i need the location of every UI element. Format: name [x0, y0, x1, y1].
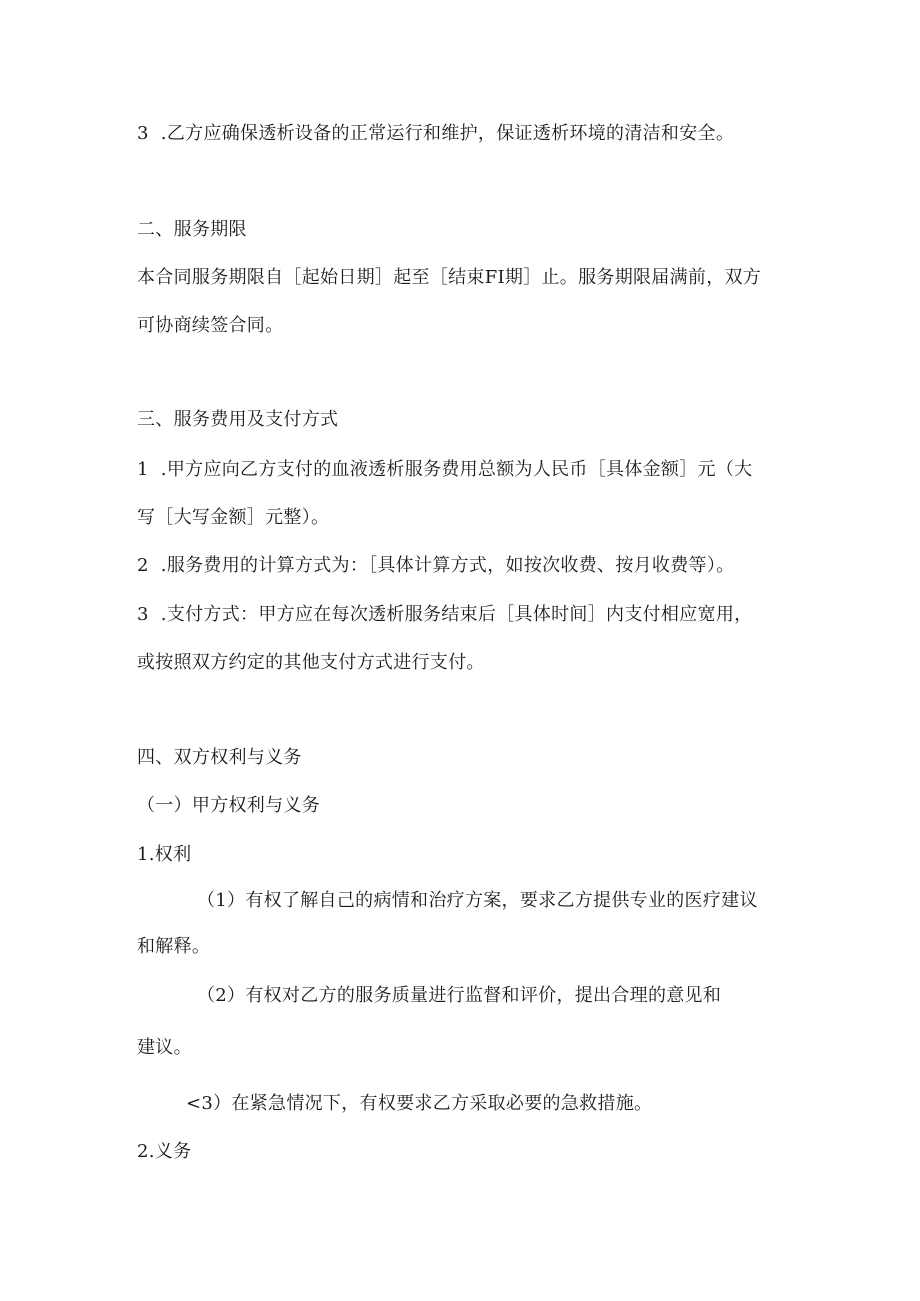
- paragraph-service-period-line-1: 本合同服务期限自［起始日期］起至［结束FI期］止。服务期限届满前，双方: [137, 267, 762, 288]
- section-heading-service-period: 二、服务期限: [137, 219, 247, 240]
- clause-payment-method-line-2: 或按照双方约定的其他支付方式进行支付。: [137, 652, 485, 673]
- subheading-obligations: 2.义务: [137, 1141, 192, 1162]
- right-item-1-line-1: （1）有权了解自己的病情和治疗方案，要求乙方提供专业的医疗建议: [197, 890, 758, 911]
- right-item-1-line-2: 和解释。: [137, 936, 211, 957]
- section-heading-rights-obligations: 四、双方权利与义务: [137, 747, 302, 768]
- subheading-rights: 1.权利: [137, 844, 192, 865]
- right-item-3: <3）在紧急情况下，有权要求乙方采取必要的急救措施。: [186, 1093, 653, 1114]
- subsection-heading-party-a: （一）甲方权利与义务: [137, 795, 320, 816]
- clause-a3-equipment-maintenance: 3 .乙方应确保透析设备的正常运行和维护，保证透析环境的清洁和安全。: [137, 123, 735, 144]
- clause-payment-method-line-1: 3 .支付方式：甲方应在每次透析服务结束后［具体时间］内支付相应宽用，: [137, 604, 753, 625]
- paragraph-service-period-line-2: 可协商续签合同。: [137, 315, 284, 336]
- right-item-2-line-2: 建议。: [137, 1037, 192, 1058]
- right-item-2-line-1: （2）有权对乙方的服务质量进行监督和评价，提出合理的意见和: [197, 985, 722, 1006]
- section-heading-fees-payment: 三、服务费用及支付方式: [137, 409, 339, 430]
- clause-fee-total-line-2: 写［大写金额］元整）。: [137, 507, 330, 528]
- clause-fee-calculation: 2 .服务费用的计算方式为：［具体计算方式，如按次收费、按月收费等）。: [137, 555, 735, 576]
- clause-fee-total-line-1: 1 .甲方应向乙方支付的血液透析服务费用总额为人民币［具体金额］元（大: [137, 459, 753, 480]
